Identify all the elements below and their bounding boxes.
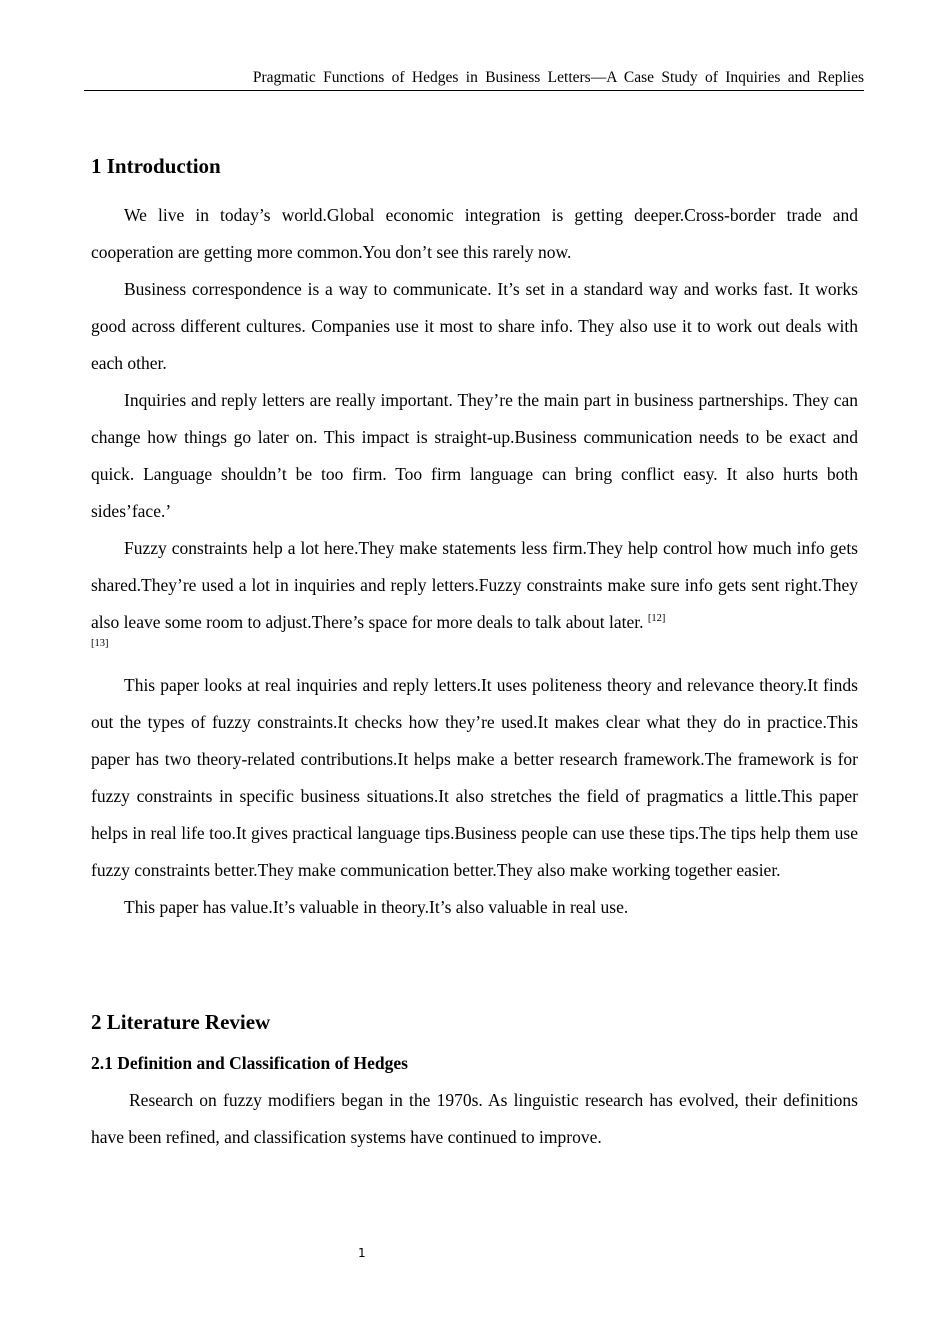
- page-number: 1: [358, 1246, 366, 1260]
- paragraph: This paper has value.It’s valuable in theory.It’s also valuable in real use.: [124, 897, 629, 917]
- paragraph: Business correspondence is a way to communicate. It’s set in a standard way and works fast. It works good across different cultures. Companies use it most to share info. They also use it to work out deals with each other.: [91, 279, 858, 373]
- paragraph: We live in today’s world.Global economic integration is getting deeper.Cross-border trade and cooperation are getting more common.You don’t see this rarely now.: [91, 205, 858, 262]
- page-body: [91, 150, 858, 1156]
- paragraph: Research on fuzzy modifiers began in the 1970s. As linguistic research has evolved, their definitions have been refined, and classification systems have continued to improve.: [91, 1090, 858, 1147]
- subsection-heading: 2.1 Definition and Classification of Hedges: [91, 1053, 408, 1073]
- paragraph-text: Fuzzy constraints help a lot here.They make statements less firm.They help control how much info gets shared.They’re used a lot in inquiries and reply letters.Fuzzy constraints make sure info gets sent right.They also leave some room to adjust.There’s space for more deals to talk about later.: [91, 538, 858, 632]
- section-heading-literature-review: 2 Literature Review: [91, 1010, 271, 1034]
- citation-13: [13]: [91, 638, 109, 649]
- running-header: Pragmatic Functions of Hedges in Business Letters—A Case Study of Inquiries and Replies: [84, 68, 864, 91]
- paragraph: This paper looks at real inquiries and reply letters.It uses politeness theory and relevance theory.It finds out the types of fuzzy constraints.It checks how they’re used.It makes clear what they do in practice.This paper has two theory-related contributions.It helps make a better research framework.The framework is for fuzzy constraints in specific business situations.It also stretches the field of pragmatics a little.This paper helps in real life too.It gives practical language tips.Business people can use these tips.The tips help them use fuzzy constraints better.They make communication better.They also make working together easier.: [91, 675, 858, 880]
- citation-12: [12]: [647, 613, 666, 624]
- paragraph: Inquiries and reply letters are really important. They’re the main part in business partnerships. They can change how things go later on. This impact is straight-up.Business communication needs to be exact and quick. Language shouldn’t be too firm. Too firm language can bring conflict easy. It also hurts both sides’face.’: [91, 390, 858, 521]
- paragraph-with-citation: [91, 530, 858, 641]
- section-heading-introduction: 1 Introduction: [91, 154, 221, 178]
